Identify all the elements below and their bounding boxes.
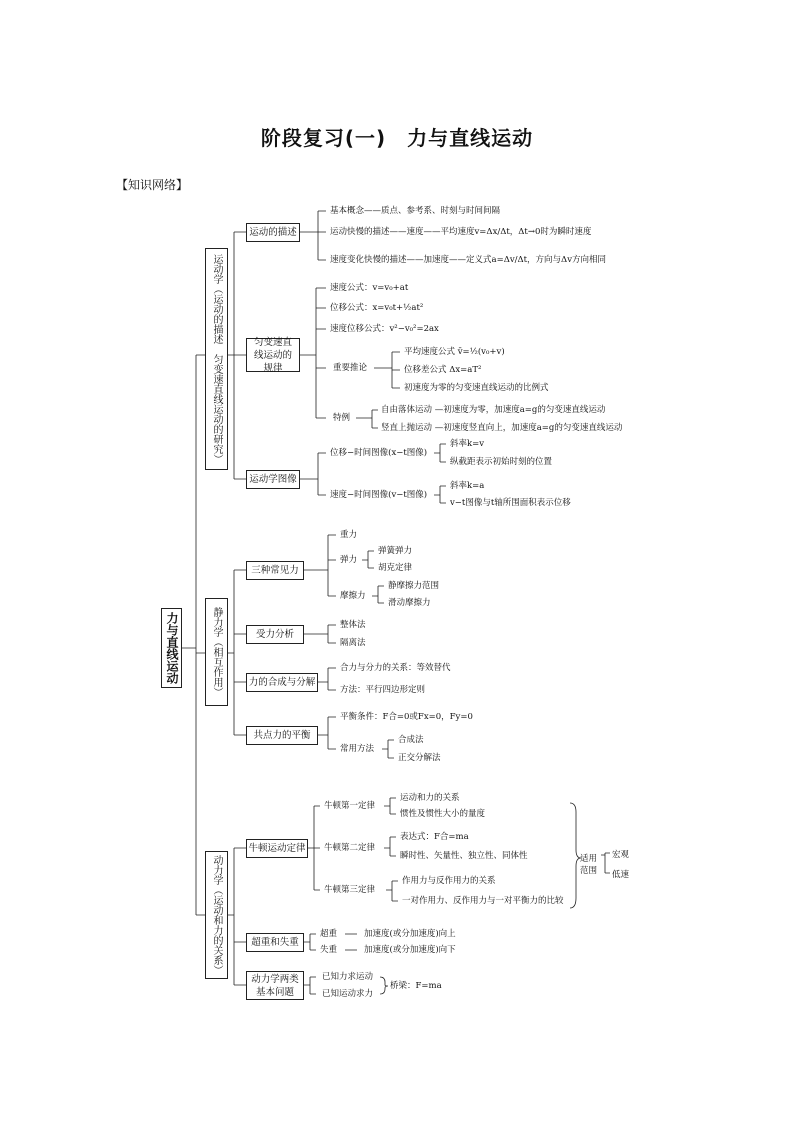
- action-reaction-text: 作用力与反作用力的关系: [402, 876, 496, 886]
- force-analysis-node: 受力分析: [246, 625, 304, 644]
- orthogonal-method-text: 正交分解法: [398, 753, 441, 763]
- average-velocity-text: 平均速度公式 v̄=½(v₀+v): [404, 347, 505, 357]
- weightless-desc-text: 加速度(或分加速度)向下: [364, 945, 456, 955]
- properties-text: 瞬时性、矢量性、独立性、同体性: [400, 851, 528, 861]
- motion-to-force-text: 已知运动求力: [322, 989, 374, 999]
- statics-node: 静力学（相互作用）: [205, 598, 228, 706]
- whole-method-text: 整体法: [340, 620, 366, 630]
- xt-intercept-text: 纵截距表示初始时刻的位置: [450, 457, 553, 467]
- newton-third-text: 牛顿第三定律: [324, 885, 376, 895]
- section-heading: 【知识网络】: [116, 178, 189, 192]
- dynamics-node: 动力学（运动和力的关系）: [205, 851, 228, 979]
- root-node: 力与直线运动: [161, 608, 182, 688]
- parallelogram-text: 方法：平行四边形定则: [340, 685, 426, 695]
- synthesis-method-text: 合成法: [398, 735, 424, 745]
- comparison-text: 一对作用力、反作用力与一对平衡力的比较: [402, 896, 564, 906]
- vt-slope-text: 斜率k=a: [450, 481, 485, 491]
- velocity-displacement-text: 速度位移公式：v²−v₀²=2ax: [330, 324, 439, 334]
- overweight-desc-text: 加速度(或分加速度)向上: [364, 929, 456, 939]
- newton-first-text: 牛顿第一定律: [324, 801, 376, 811]
- sliding-friction-text: 滑动摩擦力: [388, 598, 431, 608]
- kinematics-node: 运动学（运动的描述 匀变速直线运动的研究）: [205, 248, 228, 470]
- hooke-law-text: 胡克定律: [378, 563, 413, 573]
- equilibrium-condition-text: 平衡条件：F合=0或Fx=0，Fy=0: [340, 712, 473, 722]
- inference-label: 重要推论: [333, 363, 368, 373]
- equivalent-text: 合力与分力的关系：等效替代: [340, 663, 451, 673]
- newton-laws-node: 牛顿运动定律: [246, 839, 308, 858]
- weight-node: 超重和失重: [246, 933, 304, 952]
- friction-text: 摩擦力: [340, 591, 366, 601]
- two-problems-node: 动力学两类基本问题: [246, 971, 304, 1000]
- gravity-text: 重力: [340, 530, 358, 540]
- displacement-formula-text: 位移公式：x=v₀t+½at²: [330, 303, 424, 313]
- isolation-method-text: 隔离法: [340, 638, 366, 648]
- weightless-text: 失重: [320, 945, 338, 955]
- inertia-text: 惯性及惯性大小的量度: [400, 809, 486, 819]
- velocity-formula-text: 速度公式：v=v₀+at: [330, 283, 409, 293]
- special-case-label: 特例: [333, 413, 351, 423]
- three-forces-node: 三种常见力: [246, 561, 304, 580]
- scope-label: 适用范围: [580, 854, 598, 876]
- ratio-formula-text: 初速度为零的匀变速直线运动的比例式: [404, 383, 549, 393]
- force-to-motion-text: 已知力求运动: [322, 972, 374, 982]
- acceleration-text: 速度变化快慢的描述——加速度——定义式a=Δv/Δt，方向与Δv方向相同: [330, 255, 606, 265]
- vertical-throw-text: 竖直上抛运动 —初速度竖直向上，加速度a=g的匀变速直线运动: [381, 423, 623, 433]
- composition-node: 力的合成与分解: [246, 673, 318, 692]
- basic-concepts-text: 基本概念——质点、参考系、时刻与时间间隔: [330, 206, 501, 216]
- motion-description-node: 运动的描述: [246, 223, 300, 242]
- motion-force-text: 运动和力的关系: [400, 793, 460, 803]
- vt-graph-text: 速度−时间图像(v−t图像): [330, 490, 428, 500]
- motion-graph-node: 运动学图像: [246, 470, 300, 489]
- overweight-text: 超重: [320, 929, 338, 939]
- elastic-force-text: 弹力: [340, 555, 358, 565]
- newton-second-text: 牛顿第二定律: [324, 843, 376, 853]
- free-fall-text: 自由落体运动 —初速度为零，加速度a=g的匀变速直线运动: [381, 405, 606, 415]
- xt-graph-text: 位移−时间图像(x−t图像): [330, 448, 428, 458]
- equilibrium-node: 共点力的平衡: [246, 726, 318, 745]
- expression-text: 表达式：F合=ma: [400, 832, 469, 842]
- xt-slope-text: 斜率k=v: [450, 439, 485, 449]
- displacement-difference-text: 位移差公式 Δx=aT²: [404, 365, 482, 375]
- bridge-text: 桥梁：F=ma: [390, 981, 442, 991]
- static-friction-text: 静摩擦力范围: [388, 581, 440, 591]
- spring-force-text: 弹簧弹力: [378, 546, 413, 556]
- uniform-motion-node: 匀变速直线运动的规律: [246, 338, 300, 372]
- common-methods-text: 常用方法: [340, 744, 375, 754]
- vt-area-text: v−t图像与t轴所围面积表示位移: [450, 498, 571, 508]
- velocity-text: 运动快慢的描述——速度——平均速度v=Δx/Δt，Δt→0时为瞬时速度: [330, 227, 592, 237]
- page-title: 阶段复习(一) 力与直线运动: [260, 126, 534, 150]
- low-speed-text: 低速: [612, 870, 630, 880]
- macro-text: 宏观: [612, 850, 630, 860]
